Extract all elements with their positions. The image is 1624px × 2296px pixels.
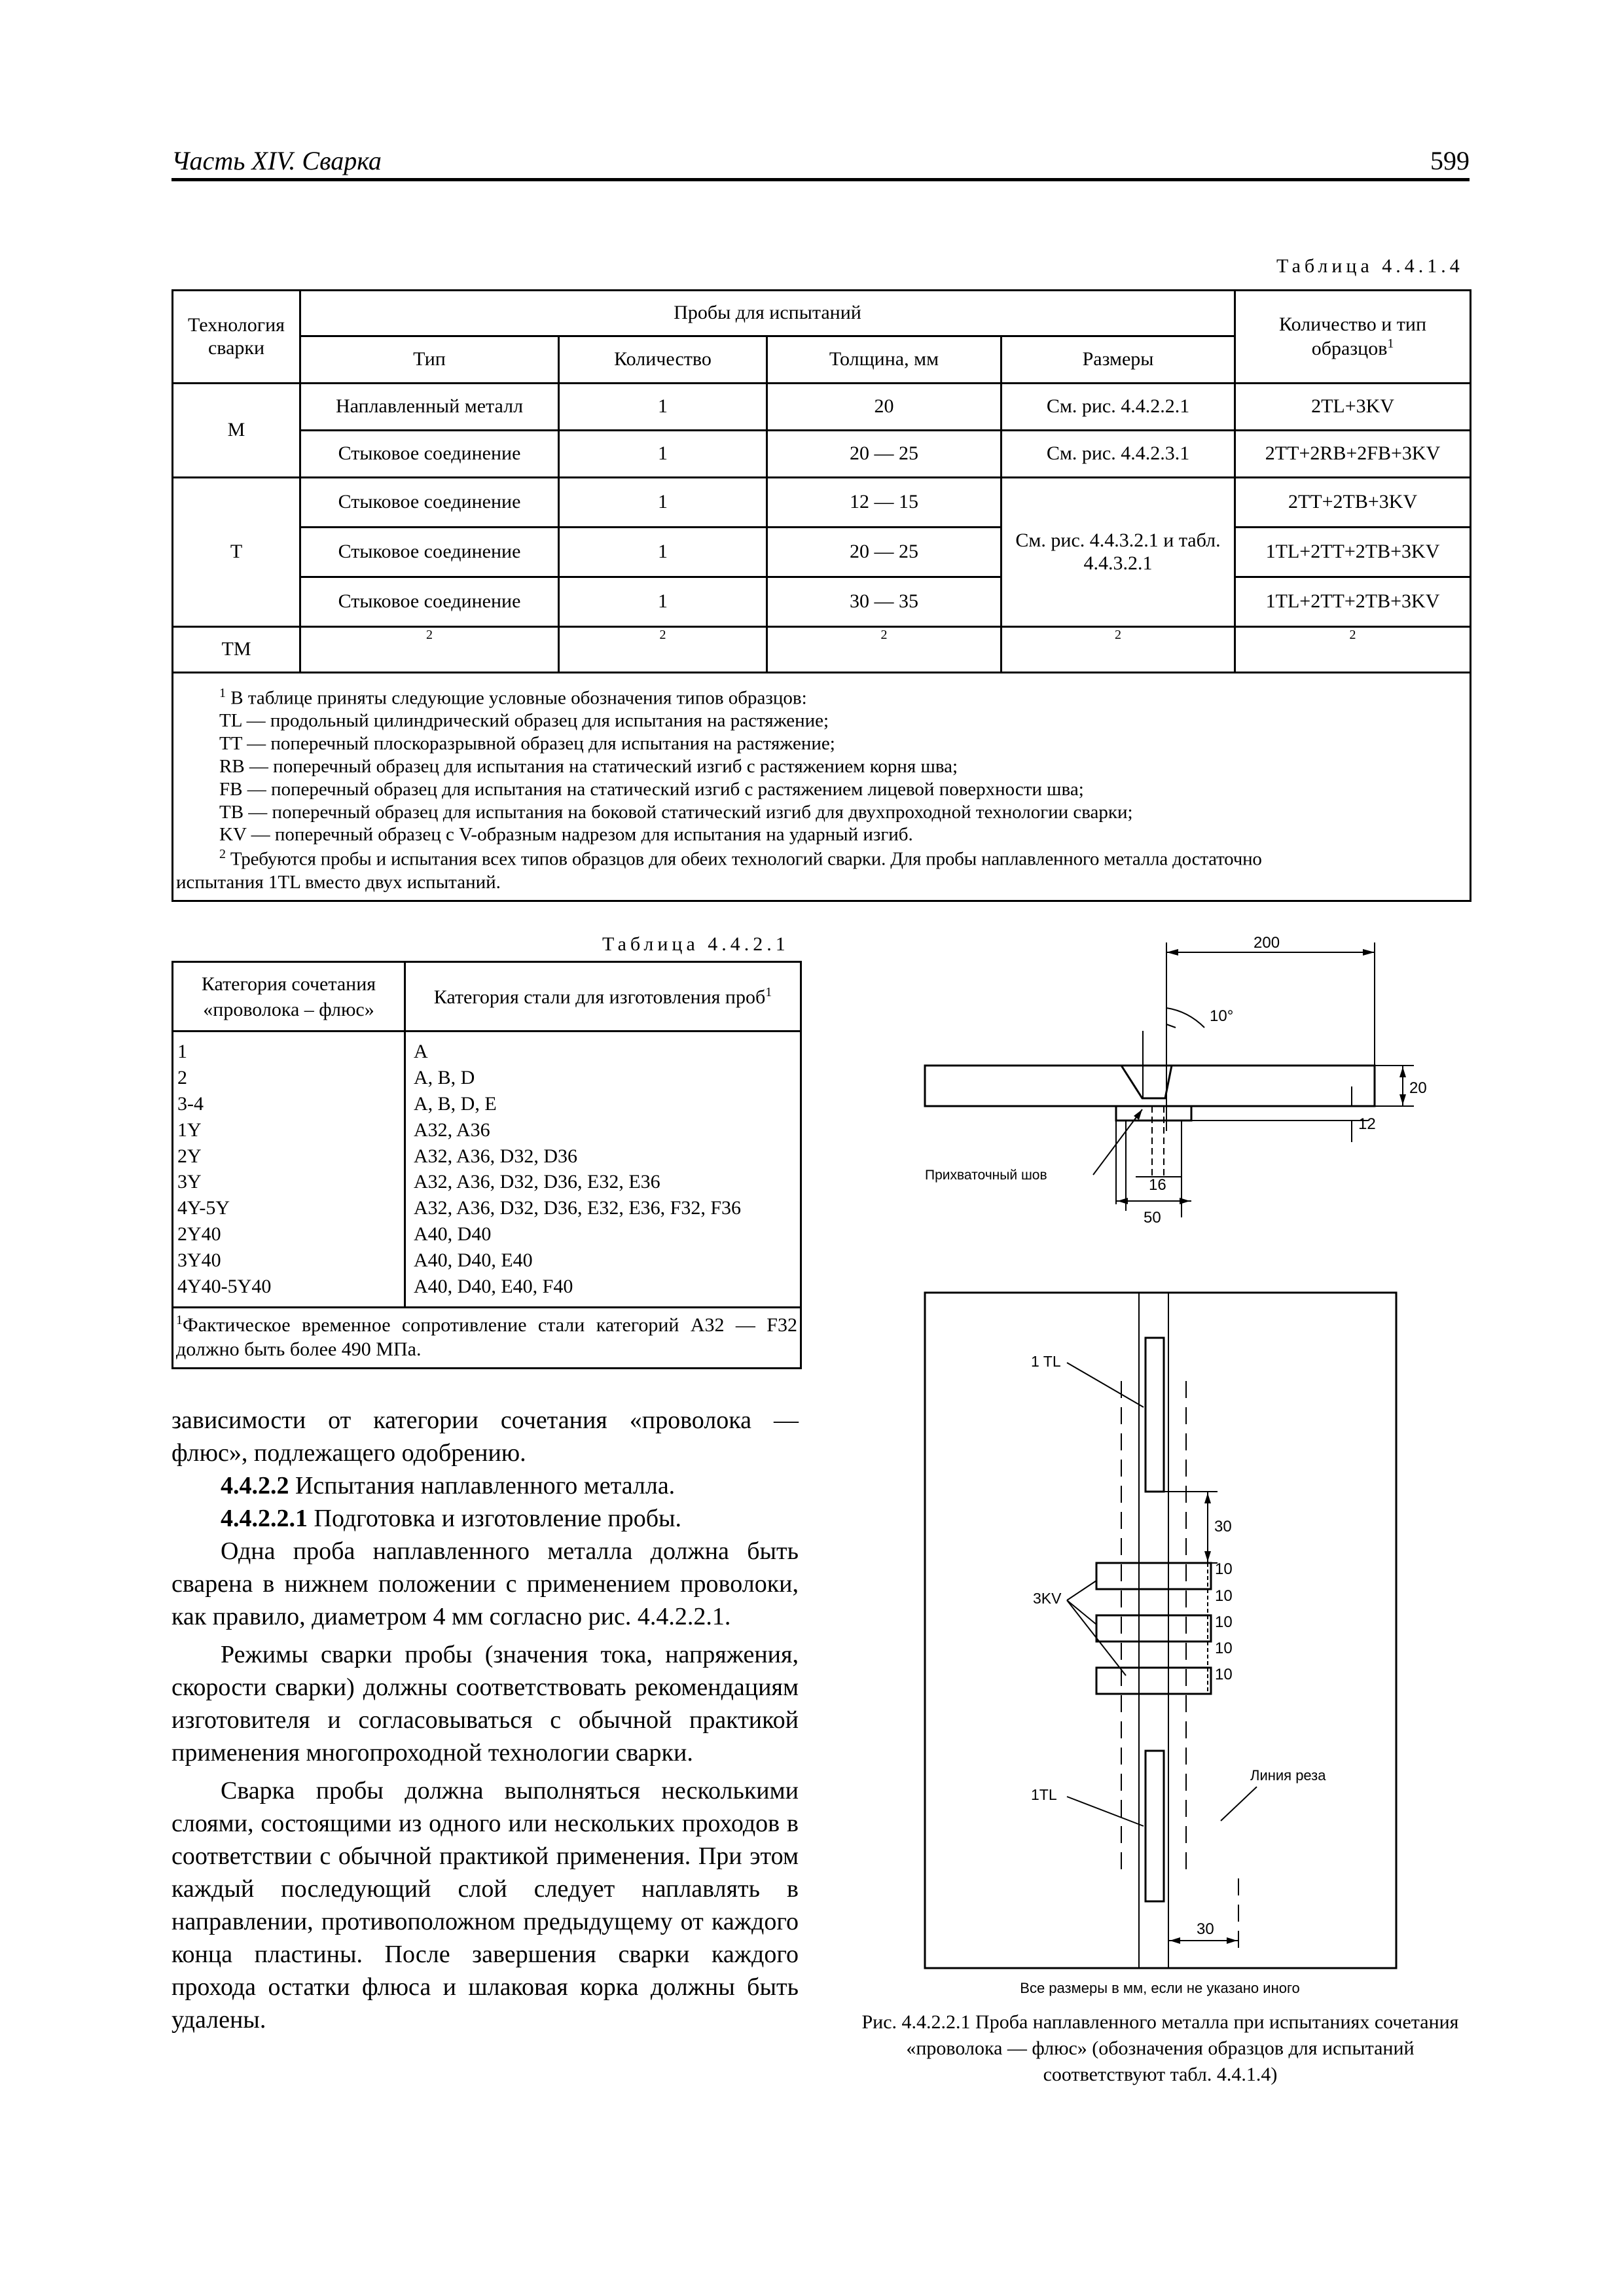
note-def: KV — поперечный образец с V-образным надрезом для испытания на ударный изгиб.	[219, 824, 913, 846]
cell-thickness: 2	[767, 627, 1001, 673]
dim-label: 30	[1197, 1920, 1214, 1938]
steel-item: A40, D40	[414, 1223, 492, 1246]
header-count-type: Количество и тип образцов$^1$	[1235, 291, 1471, 384]
category-item: 3-4	[177, 1092, 204, 1115]
steel-item: A40, D40, E40, F40	[414, 1276, 573, 1298]
cell-qty: 1	[559, 478, 767, 528]
specimen-label: 1 TL	[1031, 1353, 1061, 1370]
cell-type: Стыковое соединение	[300, 431, 559, 478]
cell-type: Наплавленный металл	[300, 384, 559, 431]
steel-item: A, B, D, E	[414, 1092, 497, 1115]
cell-samples: 2	[1235, 627, 1471, 673]
dim-label: 10	[1215, 1613, 1233, 1631]
dim-label: 10	[1215, 1666, 1233, 1683]
dim-label: 12	[1358, 1115, 1376, 1133]
header-quantity: Количество	[559, 336, 767, 384]
section-heading: 4.4.2.2.1 Подготовка и изготовление пробы.	[221, 1505, 682, 1532]
dim-label: 10	[1215, 1560, 1233, 1578]
header-category: Категория сочетания «проволока – флюс»	[173, 962, 405, 1031]
specimen-label: 1TL	[1031, 1786, 1057, 1803]
dim-label: 20	[1409, 1079, 1427, 1097]
dim-label: 50	[1144, 1209, 1161, 1227]
paragraph: зависимости от категории сочетания «проволока — флюс», подлежащего одобрению.	[171, 1407, 799, 1467]
header-rule	[171, 178, 1470, 181]
header-probes: Пробы для испытаний	[300, 291, 1235, 336]
note-2-cont: испытания 1TL вместо двух испытаний.	[176, 871, 501, 893]
cell-sizes: 2	[1001, 627, 1235, 673]
category-item: 4Y-5Y	[177, 1197, 230, 1219]
category-item: 2	[177, 1066, 187, 1088]
dim-label: 200	[1254, 934, 1280, 952]
cell-sizes: См. рис. 4.4.3.2.1 и табл. 4.4.3.2.1	[1001, 478, 1235, 627]
cell-type: Стыковое соединение	[300, 478, 559, 528]
table-row	[173, 478, 1471, 528]
weld-test-figure	[851, 929, 1470, 2003]
cell-thickness: 30 — 35	[767, 577, 1001, 627]
cell-type: Стыковое соединение	[300, 577, 559, 627]
cell-qty: 1	[559, 577, 767, 627]
cell-thickness: 20 — 25	[767, 528, 1001, 577]
dim-label: 10	[1215, 1640, 1233, 1657]
cell-type: Стыковое соединение	[300, 528, 559, 577]
note-def: RB — поперечный образец для испытания на статический изгиб с растяжением корня шва;	[219, 756, 958, 778]
category-item: 2Y40	[177, 1223, 221, 1246]
cell-qty: 2	[559, 627, 767, 673]
cell-samples: 1TL+2TT+2TB+3KV	[1235, 577, 1471, 627]
body-text	[171, 1404, 799, 2036]
header-sizes: Размеры	[1001, 336, 1235, 384]
paragraph: Сварка пробы должна выполняться несколькими слоями, состоящими из одного или нескольких проходов в соответствии с обычной практикой применения. При этом каждый последующий слой следует наплавлять в направлении, противоположном предыдущему от каждого конца пластины. После завершения сварки каждого прохода остатки флюса и шлаковая корка должны быть удалены.	[171, 1777, 799, 2034]
dim-label: 30	[1214, 1518, 1232, 1535]
cell-samples: 2TL+3KV	[1235, 384, 1471, 431]
table-row	[173, 431, 1471, 478]
steel-item: A32, A36, D32, D36	[414, 1145, 578, 1167]
wire-flux-table	[171, 961, 802, 1369]
note-def: TL — продольный цилиндрический образец для испытания на растяжение;	[219, 710, 829, 732]
steel-item: A	[414, 1041, 428, 1062]
steel-item: A, B, D	[414, 1066, 475, 1088]
section-heading: 4.4.2.2 Испытания наплавленного металла.	[221, 1472, 676, 1499]
table-caption: Таблица 4.4.2.1	[602, 933, 789, 955]
table-row	[173, 577, 1471, 627]
steel-item: A32, A36, D32, D36, E32, E36, F32, F36	[414, 1197, 742, 1219]
table-row	[173, 384, 1471, 431]
page-number: 599	[1430, 146, 1470, 175]
specimen-label: 3KV	[1033, 1590, 1062, 1607]
note-def: TT — поперечный плоскоразрывной образец для испытания на растяжение;	[219, 733, 835, 755]
steel-item: A32, A36, D32, D36, E32, E36	[414, 1171, 660, 1193]
header-type: Тип	[300, 336, 559, 384]
note-def: FB — поперечный образец для испытания на статический изгиб с растяжением лицевой поверхности шва;	[219, 778, 1084, 800]
dim-label: 10°	[1210, 1007, 1234, 1025]
category-item: 3Y	[177, 1171, 202, 1193]
samples-table	[171, 289, 1471, 902]
cell-qty: 1	[559, 528, 767, 577]
cell-thickness: 20 — 25	[767, 431, 1001, 478]
cell-thickness: 12 — 15	[767, 478, 1001, 528]
cell-samples: 2TT+2TB+3KV	[1235, 478, 1471, 528]
header-thickness: Толщина, мм	[767, 336, 1001, 384]
dim-label: 16	[1149, 1176, 1166, 1194]
cell-thickness: 20	[767, 384, 1001, 431]
table-notes	[173, 673, 1471, 901]
cell-qty: 1	[559, 384, 767, 431]
cell-tech: M	[173, 384, 300, 478]
cell-samples: 2TT+2RB+2FB+3KV	[1235, 431, 1471, 478]
note-1: $^1$ В таблице приняты следующие условные обозначения типов образцов:	[219, 686, 807, 709]
cell-tech: T	[173, 478, 300, 627]
tack-weld-label: Прихваточный шов	[925, 1168, 1047, 1183]
paragraph: Одна проба наплавленного металла должна быть сварена в нижнем положении с применением проволоки, как правило, диаметром 4 мм согласно рис. 4.4.2.2.1.	[171, 1537, 799, 1630]
cell-type: 2	[300, 627, 559, 673]
category-list	[173, 1031, 405, 1308]
dimensions-note: Все размеры в мм, если не указано иного	[1020, 1980, 1300, 1996]
category-item: 3Y40	[177, 1249, 221, 1272]
steel-item: A32, A36	[414, 1119, 490, 1141]
running-header-title: Часть XIV. Сварка	[171, 146, 382, 175]
table-row	[173, 627, 1471, 673]
cell-sizes: См. рис. 4.4.2.3.1	[1001, 431, 1235, 478]
table-caption: Таблица 4.4.1.4	[1276, 255, 1464, 277]
cell-qty: 1	[559, 431, 767, 478]
category-item: 2Y	[177, 1145, 202, 1167]
table-row	[173, 528, 1471, 577]
category-item: 4Y40-5Y40	[177, 1276, 272, 1298]
steel-item: A40, D40, E40	[414, 1249, 533, 1272]
steel-list	[405, 1031, 801, 1308]
figure-caption: Рис. 4.4.2.2.1 Проба наплавленного металла при испытаниях сочетания «проволока — флюс» (обозначения образцов для испытаний соответствуют табл. 4.4.1.4)	[861, 2011, 1459, 2085]
cell-samples: 1TL+2TT+2TB+3KV	[1235, 528, 1471, 577]
table-footnote: $^1$Фактическое временное сопротивление стали категорий A32 — F32 должно быть более 490 МПа.	[173, 1307, 801, 1368]
cut-line-label: Линия реза	[1250, 1767, 1326, 1784]
note-2: $^2$ Требуются пробы и испытания всех типов образцов для обеих технологий сварки. Для пробы наплавленного металла достаточно	[219, 847, 1262, 870]
cell-sizes: См. рис. 4.4.2.2.1	[1001, 384, 1235, 431]
cell-tech: TM	[173, 627, 300, 673]
header-technology: Технология сварки	[173, 291, 300, 384]
note-def: TB — поперечный образец для испытания на боковой статический изгиб для двухпроходной технологии сварки;	[219, 801, 1133, 823]
dim-label: 10	[1215, 1587, 1233, 1605]
header-steel: Категория стали для изготовления проб$^1$	[405, 962, 801, 1031]
paragraph: Режимы сварки пробы (значения тока, напряжения, скорости сварки) должны соответствовать рекомендациям изготовителя и согласовываться с обычной практикой применения многопроходной технологии сварки.	[171, 1641, 799, 1767]
category-item: 1Y	[177, 1119, 202, 1141]
category-item: 1	[177, 1041, 187, 1062]
